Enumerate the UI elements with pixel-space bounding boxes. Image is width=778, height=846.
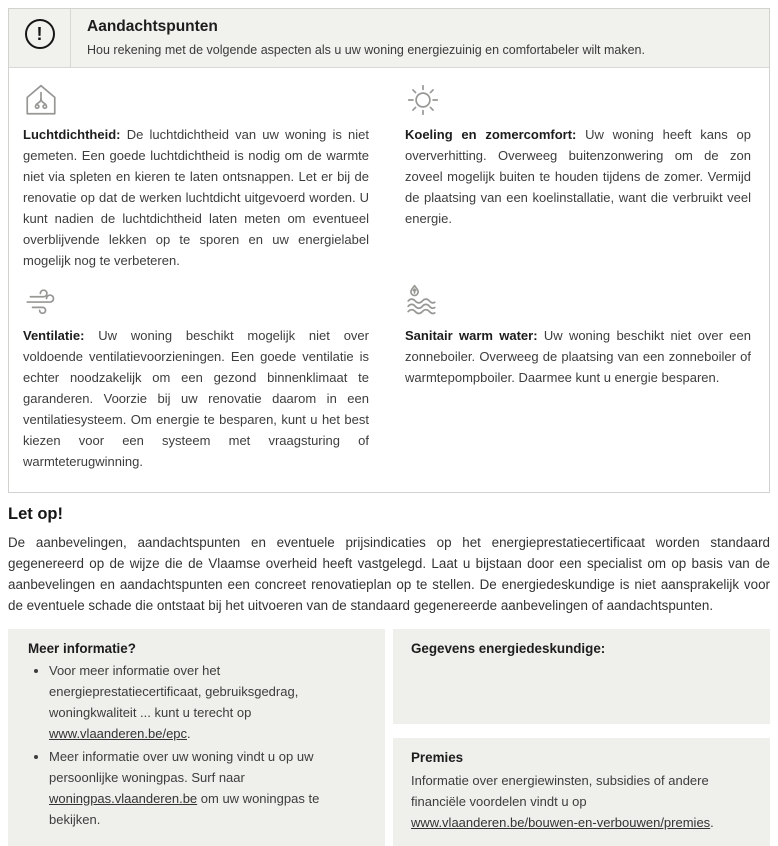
attention-item-label: Sanitair warm water: [405,328,538,343]
attention-item-body: Uw woning beschikt niet over een zonneboiler. Overweeg de plaatsing van een zonneboiler of warmtepompboiler. Daarmee kunt u energie besparen. [405,328,751,385]
attention-items-grid [9,68,769,492]
attention-box [8,8,770,493]
attention-item-text [23,325,369,472]
water-waves-icon [405,283,751,321]
notice-section [8,493,770,616]
attention-item-body: Uw woning heeft kans op oververhitting. Overweeg buitenzonwering om de zon zoveel mogelijk buiten te houden tijdens de zomer. Vermijd de plaatsing van een koelinstallatie, want die verbruikt veel energie. [405,127,751,226]
header-text-cell [71,9,661,67]
expert-box-title: Gegevens energiedeskundige: [411,641,606,656]
list-item [49,660,367,744]
expert-box [393,629,770,724]
attention-item-text [405,124,751,229]
attention-item-sanitair [405,283,751,472]
attention-item-koeling [405,82,751,271]
link-vlaanderen-epc[interactable]: www.vlaanderen.be/epc [49,726,188,741]
attention-item-ventilatie [23,283,369,472]
attention-item-label: Ventilatie: [23,328,85,343]
page-title: Aandachtspunten [87,18,218,35]
bullet-text-after: . [187,726,191,741]
house-airleak-icon [23,82,369,120]
more-info-title: Meer informatie? [28,641,136,656]
notice-body: De aanbevelingen, aandachtspunten en eventuele prijsindicaties op het energieprestatiecertificaat worden standaard gegenereerd op de wijze die de Vlaamse overheid heeft vastgelegd. Laat u bijstaan door een specialist om op basis van de aanbevelingen en aandachtspunten een concreet renovatieplan op te stellen. De energiedeskundige is niet aansprakelijk voor de eventuele schade die ontstaat bij het uitvoeren van de standaard gegenereerde aanbevelingen of aandachtspunten. [8,535,770,613]
list-item [49,746,367,830]
bottom-boxes [8,629,770,846]
premies-text-before: Informatie over energiewinsten, subsidies of andere financiële voordelen vindt u op [411,773,709,809]
sun-icon [405,82,751,120]
attention-item-luchtdichtheid [23,82,369,271]
notice-title: Let op! [8,505,63,523]
attention-header [9,9,769,68]
premies-text [411,770,752,833]
attention-item-body: Uw woning beschikt mogelijk niet over voldoende ventilatievoorzieningen. Een goede ventilatie is echter noodzakelijk om een gezond binnenklimaat te garanderen. Voorzie bij uw renovatie daarom in een ventilatiesysteem. Om energie te besparen, kunt u het best kiezen voor een systeem met vraagsturing of warmteterugwinning. [23,328,369,469]
premies-title: Premies [411,750,464,765]
premies-text-after: . [710,815,714,830]
premies-box [393,738,770,846]
right-column [393,629,770,846]
attention-item-text [23,124,369,271]
header-icon-cell [9,9,71,67]
bullet-text-after: om uw woningpas te bekijken. [49,791,320,827]
bullet-text: Meer informatie over uw woning vindt u op uw persoonlijke woningpas. Surf naar [49,749,314,785]
link-woningpas[interactable]: woningpas.vlaanderen.be [49,791,198,806]
attention-item-label: Luchtdichtheid: [23,127,121,142]
attention-item-text [405,325,751,388]
wind-icon [23,283,369,321]
attention-item-body: De luchtdichtheid van uw woning is niet gemeten. Een goede luchtdichtheid is nodig om de warmte niet via spleten en kieren te laten ontsnappen. Let er bij de renovatie op dat de werken luchtdicht uitgevoerd worden. U kunt nadien de luchtdichtheid laten meten om eventueel overblijvende lekken op te sporen en uw energielabel mogelijk nog te verbeteren. [23,127,369,268]
bullet-text: Voor meer informatie over het energieprestatiecertificaat, gebruiksgedrag, woningkwaliteit ... kunt u terecht op [49,663,299,720]
page-subtitle: Hou rekening met de volgende aspecten als u uw woning energiezuinig en comfortabeler wilt maken. [87,43,645,57]
more-info-box [8,629,385,846]
attention-item-label: Koeling en zomercomfort: [405,127,577,142]
exclamation-circle-icon: ! [25,19,55,49]
link-premies[interactable]: www.vlaanderen.be/bouwen-en-verbouwen/premies [411,815,711,830]
more-info-list [28,660,367,830]
